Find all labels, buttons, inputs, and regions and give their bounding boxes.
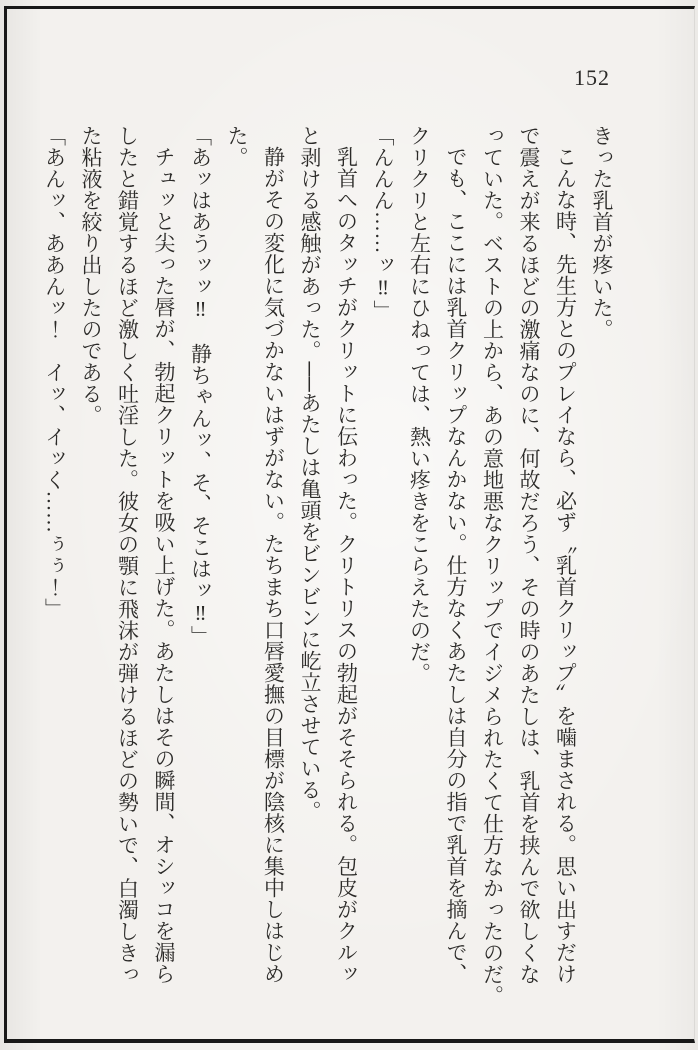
text-line: た粘液を絞り出したのである。 — [79, 125, 103, 426]
text-line: チュッと尖った唇が、勃起クリットを吸い上げた。あたしはその瞬間、オシッコを漏ら — [152, 146, 176, 985]
text-line: クリクリと左右にひねっては、熱い疼きをこらえたのだ。 — [407, 125, 432, 684]
text-line: で震えが来るほどの激痛なのに、何故だろう、その時のあたしは、乳首を挟んで欲しくな — [517, 125, 541, 985]
text-line: っていた。ベストの上から、あの意地悪なクリップでイジメられたくて仕方なかったのだ。 — [480, 125, 505, 1007]
text-line: 静がその変化に気づかないはずがない。たちまち口唇愛撫の目標が陰核に集中しはじめ — [261, 146, 286, 985]
text-line: したと錯覚するほど激しく吐淫した。彼女の顎に飛沫が弾けるほどの勢いで、白濁しきっ — [115, 125, 140, 985]
book-page — [4, 6, 695, 1043]
text-line: こんな時、先生方とのプレイなら、必ず〝乳首クリップ〟を噛まされる。思い出すだけ — [553, 146, 578, 985]
page-number: 152 — [574, 65, 610, 90]
text-line: 「んんん……ッ‼」 — [371, 125, 395, 322]
text-line: 乳首へのタッチがクリットに伝わった。クリトリスの勃起がそそられる。包皮がクルッ — [334, 146, 359, 985]
text-line: きった乳首が疼いた。 — [590, 125, 614, 340]
text-line: 「あんッ、ああんッ！ イッ、イッく……ぅぅ！」 — [42, 125, 67, 620]
text-line: 「あッはあうッッ‼ 静ちゃんッ、そ、そこはッ‼」 — [188, 125, 213, 647]
text-line: た。 — [225, 125, 249, 168]
text-line: と剥ける感触があった。──あたしは亀頭をビンビンに屹立させている。 — [298, 125, 322, 823]
page-text — [34, 125, 620, 1035]
text-line: でも、ここには乳首クリップなんかない。仕方なくあたしは自分の指で乳首を摘んで、 — [444, 146, 468, 985]
